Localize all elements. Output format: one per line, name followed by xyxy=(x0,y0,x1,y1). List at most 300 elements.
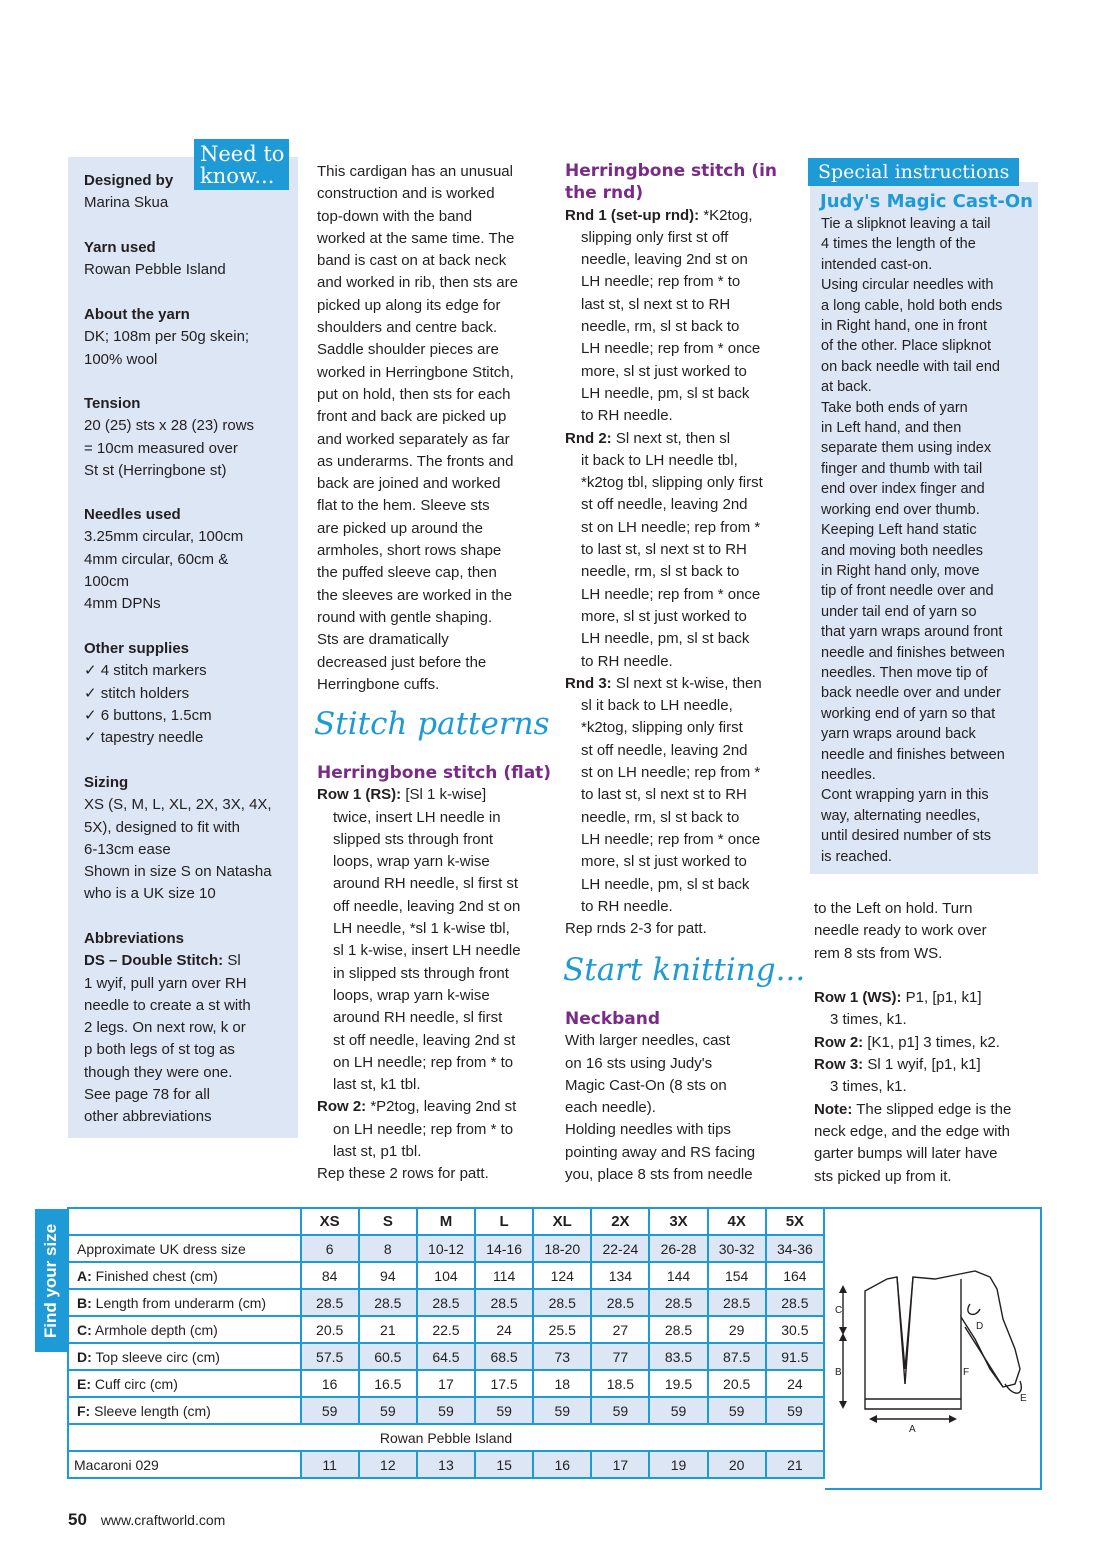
neckband-title: Neckband xyxy=(565,1009,661,1029)
table-cell: 164 xyxy=(766,1262,824,1289)
herringbone-rnd-title: Herringbone stitch (in xyxy=(565,161,778,181)
table-cell: 26-28 xyxy=(649,1235,707,1262)
table-cell: 28.5 xyxy=(649,1289,707,1316)
table-cell: 28.5 xyxy=(359,1289,417,1316)
row-letter: F: xyxy=(77,1402,91,1419)
diagram-label-f: F xyxy=(963,1367,970,1378)
arrow-e xyxy=(1005,1381,1021,1393)
table-cell: 28.5 xyxy=(417,1289,475,1316)
table-cell: 21 xyxy=(359,1316,417,1343)
note-text: The slipped edge is the xyxy=(852,1100,1012,1118)
neckband-line: With larger needles, cast xyxy=(565,1032,731,1050)
table-cell: 19.5 xyxy=(649,1370,707,1397)
intro-line: are picked up around the xyxy=(317,519,483,537)
intro-text xyxy=(317,161,553,696)
table-cell: 59 xyxy=(708,1397,766,1424)
rnd-label: Rnd 3: xyxy=(565,674,612,692)
table-cell: 17 xyxy=(591,1451,649,1478)
row-label xyxy=(68,1370,301,1397)
intro-line: flat to the hem. Sleeve sts xyxy=(317,497,490,515)
herringbone-flat xyxy=(317,762,553,1186)
table-row xyxy=(68,1343,824,1370)
rep-rnds: Rep rnds 2-3 for patt. xyxy=(565,920,707,938)
special-line: in Right hand, one in front xyxy=(821,318,988,335)
special-instructions-body xyxy=(821,214,1036,867)
rnd3-line: needle, rm, sl st back to xyxy=(581,808,740,826)
special-line: and moving both needles xyxy=(821,542,984,559)
intro-line: This cardigan has an unusual xyxy=(317,163,513,180)
rnd2-line: LH needle, pm, sl st back xyxy=(581,630,750,648)
table-cell: 20 xyxy=(708,1451,766,1478)
diagram-label-c: C xyxy=(835,1305,843,1316)
intro-line: put on hold, then sts for each xyxy=(317,385,511,403)
cont-line: needle ready to work over xyxy=(814,922,987,940)
intro-line: armholes, short rows shape xyxy=(317,542,502,560)
special-line: Keeping Left hand static xyxy=(821,522,977,539)
rnd-label: Rnd 1 (set-up rnd): xyxy=(565,206,700,224)
intro-line: the puffed sleeve cap, then xyxy=(317,564,497,582)
table-cell: 59 xyxy=(475,1397,533,1424)
header-blank xyxy=(68,1208,301,1235)
table-cell: 10-12 xyxy=(417,1235,475,1262)
row-label-text: Approximate UK dress size xyxy=(77,1240,246,1257)
table-cell: 11 xyxy=(301,1451,359,1478)
table-row xyxy=(68,1235,824,1262)
cardigan-outline xyxy=(865,1271,1020,1409)
needles-line: 100cm xyxy=(84,572,130,590)
row-text: 3 times, k1. xyxy=(830,1011,907,1029)
table-cell: 19 xyxy=(649,1451,707,1478)
special-line: separate them using index xyxy=(821,440,992,457)
about-yarn-line: DK; 108m per 50g skein; xyxy=(84,328,250,346)
supplies-heading: Other supplies xyxy=(84,640,190,657)
table-cell: 28.5 xyxy=(591,1289,649,1316)
intro-line: round with gentle shaping. xyxy=(317,608,493,626)
intro-line: Herringbone cuffs. xyxy=(317,675,440,693)
table-cell: 84 xyxy=(301,1262,359,1289)
yarn-used-value: Rowan Pebble Island xyxy=(84,261,226,279)
table-cell: 16 xyxy=(533,1451,591,1478)
row2-line: last st, p1 tbl. xyxy=(333,1143,422,1161)
table-cell: 34-36 xyxy=(766,1235,824,1262)
special-instructions-title: Special instructions xyxy=(808,158,1019,186)
find-your-size-label: Find your size xyxy=(41,1223,60,1338)
table-cell: 13 xyxy=(417,1451,475,1478)
table-cell: 59 xyxy=(417,1397,475,1424)
special-line: Cont wrapping yarn in this xyxy=(821,787,989,804)
special-line: working end of yarn so that xyxy=(821,705,996,722)
table-cell: 20.5 xyxy=(301,1316,359,1343)
supply-item: ✓ stitch holders xyxy=(84,684,190,702)
rep-rows: Rep these 2 rows for patt. xyxy=(317,1165,489,1183)
needles-heading: Needles used xyxy=(84,506,181,523)
designed-by xyxy=(84,170,289,215)
intro-line: top-down with the band xyxy=(317,207,473,225)
badge-line: Need to xyxy=(200,142,285,166)
intro-line: back are joined and worked xyxy=(317,475,501,493)
table-cell: 29 xyxy=(708,1316,766,1343)
rnd3-line: to last st, sl next st to RH xyxy=(581,786,747,804)
special-line: needle and finishes between xyxy=(821,746,1005,763)
rnd1-line: more, sl st just worked to xyxy=(581,362,747,380)
rnd1-line: slipping only first st off xyxy=(581,228,729,246)
special-line: until desired number of sts xyxy=(821,828,992,845)
row1-line: LH needle, *sl 1 k-wise tbl, xyxy=(333,920,510,938)
special-line: back needle over and under xyxy=(821,685,1001,702)
cont-line: to the Left on hold. Turn xyxy=(814,900,973,917)
table-cell: 16.5 xyxy=(359,1370,417,1397)
row1-line: st off needle, leaving 2nd st xyxy=(333,1031,516,1049)
abbrev-line: needle to create a st with xyxy=(84,996,251,1014)
table-cell: 64.5 xyxy=(417,1343,475,1370)
sizing-line: XS (S, M, L, XL, 2X, 3X, 4X, xyxy=(84,796,272,814)
row1-line: around RH needle, sl first xyxy=(333,1009,503,1027)
rnd3-line: st off needle, leaving 2nd xyxy=(581,741,748,759)
rnd3-line: LH needle; rep from * once xyxy=(581,830,761,848)
abbreviations-heading: Abbreviations xyxy=(84,930,185,947)
tension-line: 20 (25) sts x 28 (23) rows xyxy=(84,417,255,435)
sizing-line: Shown in size S on Natasha xyxy=(84,863,272,881)
page-number: 50 xyxy=(68,1510,87,1529)
special-line: way, alternating needles, xyxy=(821,807,981,824)
abbreviations xyxy=(84,928,289,1129)
colour-label: Macaroni 029 xyxy=(68,1451,301,1478)
neckband-line: you, place 8 sts from needle xyxy=(565,1166,753,1184)
table-row xyxy=(68,1370,824,1397)
rnd1-line: needle, leaving 2nd st on xyxy=(581,251,748,269)
row-text: *P2tog, leaving 2nd st xyxy=(366,1098,517,1116)
supply-item: ✓ tapestry needle xyxy=(84,729,204,747)
rnd1-line: last st, sl next st to RH xyxy=(581,295,731,313)
rnd1-line: LH needle, pm, sl st back xyxy=(581,384,750,402)
table-cell: 28.5 xyxy=(533,1289,591,1316)
needles-line: 4mm DPNs xyxy=(84,595,161,613)
other-supplies xyxy=(84,638,289,749)
schematic-box xyxy=(825,1207,1042,1490)
row-label: Row 2: xyxy=(317,1098,367,1116)
column-3 xyxy=(814,898,1040,1188)
table-row xyxy=(68,1397,824,1424)
intro-line: Saddle shoulder pieces are xyxy=(317,341,499,359)
size-header: 4X xyxy=(708,1208,766,1235)
special-line: that yarn wraps around front xyxy=(821,624,1003,641)
table-cell: 28.5 xyxy=(766,1289,824,1316)
needles-line: 3.25mm circular, 100cm xyxy=(84,528,244,546)
table-cell: 17 xyxy=(417,1370,475,1397)
table-cell: 8 xyxy=(359,1235,417,1262)
colour-row xyxy=(68,1451,824,1478)
table-cell: 14-16 xyxy=(475,1235,533,1262)
row-label-text: Top sleeve circ (cm) xyxy=(91,1348,220,1365)
table-cell: 91.5 xyxy=(766,1343,824,1370)
rnd3-line: to RH needle. xyxy=(581,897,673,915)
table-cell: 83.5 xyxy=(649,1343,707,1370)
table-cell: 144 xyxy=(649,1262,707,1289)
rnd1-line: needle, rm, sl st back to xyxy=(581,318,740,336)
row1-line: sl 1 k-wise, insert LH needle xyxy=(333,942,521,960)
row-label xyxy=(68,1343,301,1370)
tension-line: St st (Herringbone st) xyxy=(84,461,227,479)
rnd1-line: to RH needle. xyxy=(581,407,673,425)
abbrev-label: DS – Double Stitch: xyxy=(84,952,224,970)
table-cell: 15 xyxy=(475,1451,533,1478)
table-cell: 18-20 xyxy=(533,1235,591,1262)
herringbone-flat-title: Herringbone stitch (flat) xyxy=(317,763,552,783)
abbrev-line: other abbreviations xyxy=(84,1108,212,1126)
table-cell: 18.5 xyxy=(591,1370,649,1397)
row-label xyxy=(68,1316,301,1343)
table-cell: 59 xyxy=(591,1397,649,1424)
row-label xyxy=(68,1289,301,1316)
row2-line: on LH needle; rep from * to xyxy=(333,1120,514,1138)
special-line: in Left hand, and then xyxy=(821,420,962,437)
special-line: end over index finger and xyxy=(821,481,985,498)
table-cell: 59 xyxy=(649,1397,707,1424)
front-edge xyxy=(897,1277,905,1384)
row-letter: C: xyxy=(77,1321,92,1338)
row1-line: loops, wrap yarn k-wise xyxy=(333,853,490,871)
row-text: 3 times, k1. xyxy=(830,1078,907,1096)
row1-line: loops, wrap yarn k-wise xyxy=(333,986,490,1004)
arrow-d xyxy=(968,1304,980,1314)
table-cell: 27 xyxy=(591,1316,649,1343)
table-cell: 20.5 xyxy=(708,1370,766,1397)
about-yarn xyxy=(84,304,289,371)
tension xyxy=(84,393,289,482)
yarn-used xyxy=(84,237,289,282)
size-header: 2X xyxy=(591,1208,649,1235)
table-cell: 17.5 xyxy=(475,1370,533,1397)
special-line: needle and finishes between xyxy=(821,644,1005,661)
intro-line: band is cast on at back neck xyxy=(317,252,507,270)
rnd2-line: more, sl st just worked to xyxy=(581,607,747,625)
table-row xyxy=(68,1316,824,1343)
tension-line: = 10cm measured over xyxy=(84,439,238,457)
row-label xyxy=(68,1235,301,1262)
special-line: in Right hand only, move xyxy=(821,562,980,579)
table-cell: 24 xyxy=(766,1370,824,1397)
table-cell: 28.5 xyxy=(649,1316,707,1343)
row1-line: around RH needle, sl first st xyxy=(333,875,519,893)
footer-url[interactable]: www.craftworld.com xyxy=(100,1512,226,1528)
stitch-patterns-heading: Stitch patterns xyxy=(314,706,550,742)
table-cell: 124 xyxy=(533,1262,591,1289)
row-letter: A: xyxy=(77,1267,92,1284)
sizing-line: who is a UK size 10 xyxy=(84,885,216,903)
rnd2-line: *k2tog tbl, slipping only first xyxy=(581,474,763,492)
row1-line: slipped sts through front xyxy=(333,830,494,848)
table-cell: 114 xyxy=(475,1262,533,1289)
row-label: Row 1 (RS): xyxy=(317,786,402,804)
rnd2-line: needle, rm, sl st back to xyxy=(581,563,740,581)
table-cell: 30.5 xyxy=(766,1316,824,1343)
size-header: 3X xyxy=(649,1208,707,1235)
intro-line: decreased just before the xyxy=(317,653,487,671)
neckband-line: each needle). xyxy=(565,1099,656,1117)
table-cell: 154 xyxy=(708,1262,766,1289)
special-line: working end over thumb. xyxy=(821,501,980,518)
row-label xyxy=(68,1262,301,1289)
rnd-text: Sl next st k-wise, then xyxy=(611,674,762,692)
rnd2-line: LH needle; rep from * once xyxy=(581,585,761,603)
neckband-line: Holding needles with tips xyxy=(565,1121,731,1139)
special-line: tip of front needle over and xyxy=(821,583,994,600)
row-label-text: Cuff circ (cm) xyxy=(91,1375,178,1392)
table-cell: 104 xyxy=(417,1262,475,1289)
table-cell: 12 xyxy=(359,1451,417,1478)
sizing-heading: Sizing xyxy=(84,774,129,791)
table-cell: 87.5 xyxy=(708,1343,766,1370)
table-cell: 59 xyxy=(766,1397,824,1424)
row-text: [K1, p1] 3 times, k2. xyxy=(863,1033,1000,1051)
note-line: garter bumps will later have xyxy=(814,1145,998,1163)
special-line: under tail end of yarn so xyxy=(821,603,977,620)
note-line: neck edge, and the edge with xyxy=(814,1122,1010,1140)
rnd3-line: *k2tog, slipping only first xyxy=(581,719,743,737)
rnd2-line: st on LH needle; rep from * xyxy=(581,518,761,536)
row-label-text: Finished chest (cm) xyxy=(91,1267,218,1284)
neckband-line: on 16 sts using Judy's xyxy=(565,1054,713,1072)
intro-line: as underarms. The fronts and xyxy=(317,452,514,470)
row-label-text: Sleeve length (cm) xyxy=(90,1402,211,1419)
table-cell: 28.5 xyxy=(475,1289,533,1316)
table-cell: 134 xyxy=(591,1262,649,1289)
table-cell: 18 xyxy=(533,1370,591,1397)
diagram-label-b: B xyxy=(835,1367,842,1378)
table-cell: 59 xyxy=(533,1397,591,1424)
page-footer xyxy=(68,1510,225,1530)
intro-line: and worked separately as far xyxy=(317,430,510,448)
herringbone-rnd-title: the rnd) xyxy=(565,183,644,204)
supply-item: ✓ 6 buttons, 1.5cm xyxy=(84,706,212,724)
abbrev-line: 1 wyif, pull yarn over RH xyxy=(84,974,247,992)
table-cell: 57.5 xyxy=(301,1343,359,1370)
abbrev-text: Sl xyxy=(223,952,241,970)
rnd2-line: to last st, sl next st to RH xyxy=(581,541,747,559)
sizing-line: 6-13cm ease xyxy=(84,840,171,858)
diagram-label-e: E xyxy=(1020,1393,1027,1404)
special-line: at back. xyxy=(821,379,872,396)
arrow-f xyxy=(965,1327,1003,1387)
cardigan-schematic xyxy=(825,1209,1040,1490)
designer-name: Marina Skua xyxy=(84,194,169,212)
yarn-used-heading: Yarn used xyxy=(84,239,156,256)
special-line: Using circular needles with xyxy=(821,277,994,294)
rnd2-line: st off needle, leaving 2nd xyxy=(581,496,748,514)
size-header: M xyxy=(417,1208,475,1235)
table-cell: 77 xyxy=(591,1343,649,1370)
table-cell: 22.5 xyxy=(417,1316,475,1343)
intro-line: and worked in rib, then sts are xyxy=(317,274,518,292)
rnd-text: *K2tog, xyxy=(699,206,753,224)
row1-line: on LH needle; rep from * to xyxy=(333,1053,514,1071)
row-text: Sl 1 wyif, [p1, k1] xyxy=(863,1056,981,1074)
special-line: needles. Then move tip of xyxy=(821,664,988,681)
size-header: 5X xyxy=(766,1208,824,1235)
table-cell: 59 xyxy=(301,1397,359,1424)
column-1 xyxy=(317,161,553,696)
neckband xyxy=(565,1008,801,1186)
special-line: is reached. xyxy=(821,848,892,865)
row-label-text: Length from underarm (cm) xyxy=(91,1294,267,1311)
column-2 xyxy=(565,160,801,940)
rnd1-line: LH needle; rep from * once xyxy=(581,340,761,358)
row-label: Row 3: xyxy=(814,1056,864,1074)
special-line: needles. xyxy=(821,766,876,783)
about-yarn-line: 100% wool xyxy=(84,350,158,368)
yarn-row xyxy=(68,1424,824,1451)
table-cell: 28.5 xyxy=(708,1289,766,1316)
sizing xyxy=(84,772,289,906)
neckband-line: Magic Cast-On (8 sts on xyxy=(565,1076,727,1094)
row-label: Row 2: xyxy=(814,1033,864,1051)
rnd3-line: LH needle, pm, sl st back xyxy=(581,875,750,893)
row1-line: twice, insert LH needle in xyxy=(333,808,501,826)
rnd3-line: sl it back to LH needle, xyxy=(581,697,733,715)
row-letter: D: xyxy=(77,1348,92,1365)
row1-line: in slipped sts through front xyxy=(333,964,509,982)
diagram-label-a: A xyxy=(909,1424,916,1435)
needles-line: 4mm circular, 60cm & xyxy=(84,550,229,568)
abbrev-line: See page 78 for all xyxy=(84,1086,210,1104)
special-line: on back needle with tail end xyxy=(821,358,1000,375)
row1-line: off needle, leaving 2nd st on xyxy=(333,897,521,915)
special-line: yarn wraps around back xyxy=(821,726,976,743)
special-line: 4 times the length of the xyxy=(821,236,976,253)
special-line: a long cable, hold both ends xyxy=(821,297,1003,314)
rnd2-line: it back to LH needle tbl, xyxy=(581,451,738,469)
size-header: XS xyxy=(301,1208,359,1235)
cont-line: rem 8 sts from WS. xyxy=(814,944,943,962)
table-cell: 59 xyxy=(359,1397,417,1424)
row1-line: last st, k1 tbl. xyxy=(333,1076,421,1094)
special-line: intended cast-on. xyxy=(821,256,933,273)
row-letter: E: xyxy=(77,1375,91,1392)
rnd1-line: LH needle; rep from * to xyxy=(581,273,741,291)
tension-heading: Tension xyxy=(84,395,141,412)
row-label-text: Armhole depth (cm) xyxy=(91,1321,218,1338)
table-row xyxy=(68,1262,824,1289)
designed-by-heading: Designed by xyxy=(84,172,174,189)
rnd3-line: more, sl st just worked to xyxy=(581,853,747,871)
table-cell: 30-32 xyxy=(708,1235,766,1262)
table-cell: 6 xyxy=(301,1235,359,1262)
table-cell: 60.5 xyxy=(359,1343,417,1370)
intro-line: picked up along its edge for xyxy=(317,296,501,314)
intro-line: worked at the same time. The xyxy=(317,229,515,247)
table-cell: 73 xyxy=(533,1343,591,1370)
intro-line: construction and is worked xyxy=(317,185,495,203)
row-label: Row 1 (WS): xyxy=(814,989,902,1007)
abbrev-line: 2 legs. On next row, k or xyxy=(84,1019,246,1037)
intro-line: Sts are dramatically xyxy=(317,631,449,649)
neckband-line: pointing away and RS facing xyxy=(565,1143,756,1161)
about-yarn-heading: About the yarn xyxy=(84,306,190,323)
table-cell: 25.5 xyxy=(533,1316,591,1343)
find-your-size-tab xyxy=(35,1209,67,1352)
row-letter: B: xyxy=(77,1294,92,1311)
table-cell: 68.5 xyxy=(475,1343,533,1370)
row-label xyxy=(68,1397,301,1424)
front-edge xyxy=(905,1277,913,1384)
row-text: P1, [p1, k1] xyxy=(901,989,982,1007)
row-text: [Sl 1 k-wise] xyxy=(401,786,487,804)
size-header: S xyxy=(359,1208,417,1235)
needles-used xyxy=(84,504,289,615)
table-cell: 28.5 xyxy=(301,1289,359,1316)
abbrev-line: p both legs of st tog as xyxy=(84,1041,235,1059)
yarn-name-cell: Rowan Pebble Island xyxy=(68,1424,824,1451)
